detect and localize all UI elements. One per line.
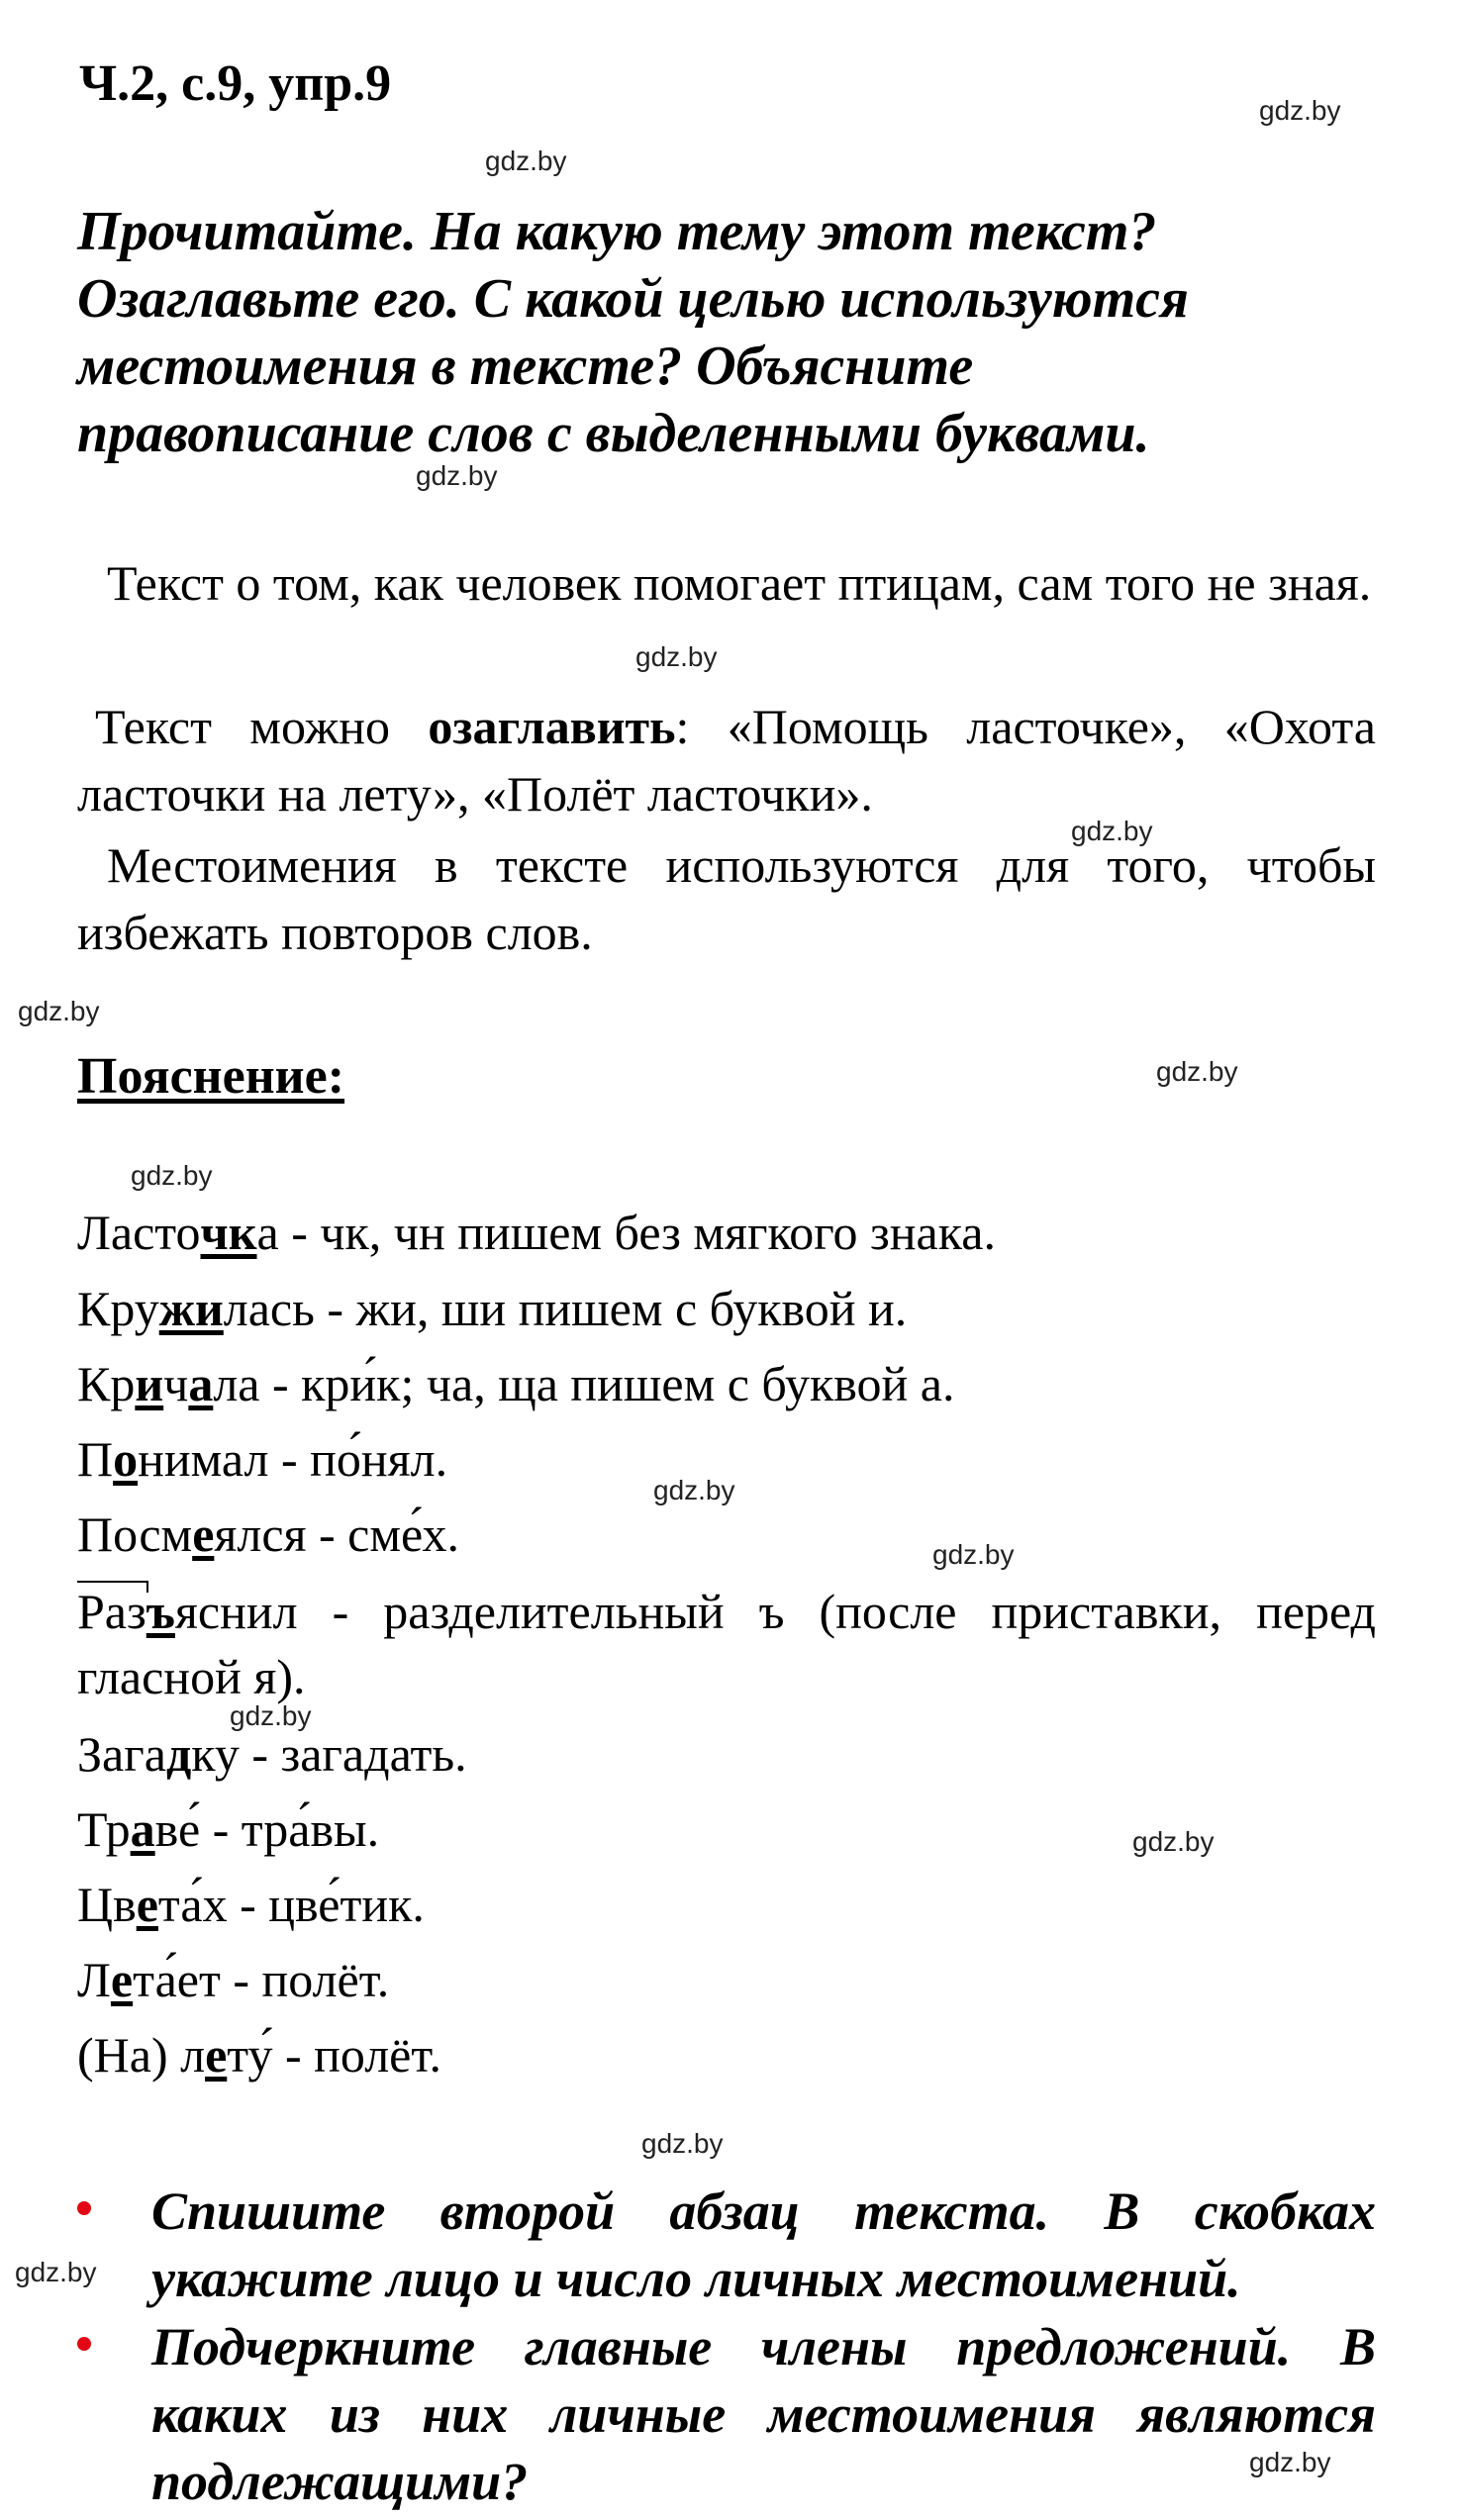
task-line: Озаглавьте его. С какой целью используются [77, 268, 1189, 330]
bullet-task [77, 2178, 1376, 2316]
explanation-item: (На) лету́ - полёт. [77, 2027, 441, 2083]
bullet-dot-icon [77, 2201, 91, 2215]
answer-text: : «Помощь ласточке», «Охота ласточки на лету», «Полёт ласточки». [77, 699, 1377, 822]
page-title: Ч.2, с.9, упр.9 [79, 55, 392, 112]
explanation-item: Лета́ет - полёт. [77, 1952, 390, 2007]
highlighted-letters: е [192, 1506, 215, 1562]
highlighted-letters: е [110, 1952, 134, 2007]
highlighted-letters: е [136, 1877, 158, 1932]
watermark: gdz.by [230, 1700, 312, 1731]
explanation-item: Кричала - кри́к; ча, ща пишем с буквой а. [77, 1356, 955, 1411]
explanation-heading: Пояснение: [77, 1048, 345, 1105]
watermark: gdz.by [641, 2128, 724, 2159]
explanation-item: Понимал - по́нял. [77, 1431, 448, 1487]
watermark: gdz.by [15, 2257, 97, 2287]
explanation-item: Траве́ - тра́вы. [77, 1801, 380, 1857]
watermark: gdz.by [1156, 1056, 1238, 1087]
explanation-item: Загадку - загадать. [77, 1726, 467, 1782]
watermark: gdz.by [485, 145, 567, 176]
task-text [77, 198, 1376, 467]
answer-bold-word: озаглавить [428, 699, 676, 754]
task-line: правописание слов с выделенными буквами. [77, 403, 1150, 464]
watermark: gdz.by [1249, 2447, 1331, 2477]
task-line: местоимения в тексте? Объясните [77, 336, 974, 397]
answer-paragraph-1: Текст о том, как человек помогает птицам, сам того не зная. [107, 555, 1372, 611]
highlighted-letters: жи [158, 1281, 224, 1336]
highlighted-letters: е [205, 2027, 228, 2083]
answer-paragraph-2 [77, 693, 1376, 827]
watermark: gdz.by [131, 1160, 213, 1191]
watermark: gdz.by [18, 996, 100, 1026]
explanation-item: Посмеялся - сме́х. [77, 1506, 460, 1562]
prefix-mark: Раз [77, 1579, 146, 1644]
watermark: gdz.by [932, 1539, 1015, 1570]
watermark: gdz.by [1259, 95, 1341, 126]
watermark: gdz.by [635, 641, 718, 672]
watermark: gdz.by [653, 1475, 735, 1505]
highlighted-letters: а [130, 1801, 155, 1857]
highlighted-letters: а [188, 1356, 214, 1411]
watermark: gdz.by [1071, 816, 1153, 846]
highlighted-letters: о [113, 1431, 139, 1487]
explanation-item: Ласточка - чк, чн пишем без мягкого знака. [77, 1205, 996, 1260]
watermark: gdz.by [416, 460, 498, 491]
highlighted-letters: чк [200, 1205, 257, 1260]
bullet-text: Подчеркните главные члены предложений. В каких из них личные местоимения являются подлежащими? [151, 2317, 1376, 2511]
highlighted-letters: д [165, 1726, 192, 1782]
answer-paragraph-3: Местоимения в тексте используются для того, чтобы избежать повторов слов. [77, 837, 1376, 960]
bullet-dot-icon [77, 2337, 91, 2351]
watermark: gdz.by [1132, 1826, 1215, 1857]
answer-text: Текст можно [95, 699, 429, 754]
bullet-text: Спишите второй абзац текста. В скобках укажите лицо и число личных местоимений. [151, 2181, 1376, 2308]
task-line: Прочитайте. На какую тему этот текст? [77, 201, 1157, 262]
highlighted-letters: ъ [146, 1584, 175, 1639]
highlighted-letters: и [135, 1356, 164, 1411]
explanation-item: Разъяснил - разделительный ъ (после приставки, перед гласной я). [77, 1579, 1376, 1709]
explanation-item: Кружилась - жи, ши пишем с буквой и. [77, 1281, 908, 1336]
explanation-item: Цвета́х - цве́тик. [77, 1877, 425, 1932]
bullet-task [77, 2313, 1376, 2511]
